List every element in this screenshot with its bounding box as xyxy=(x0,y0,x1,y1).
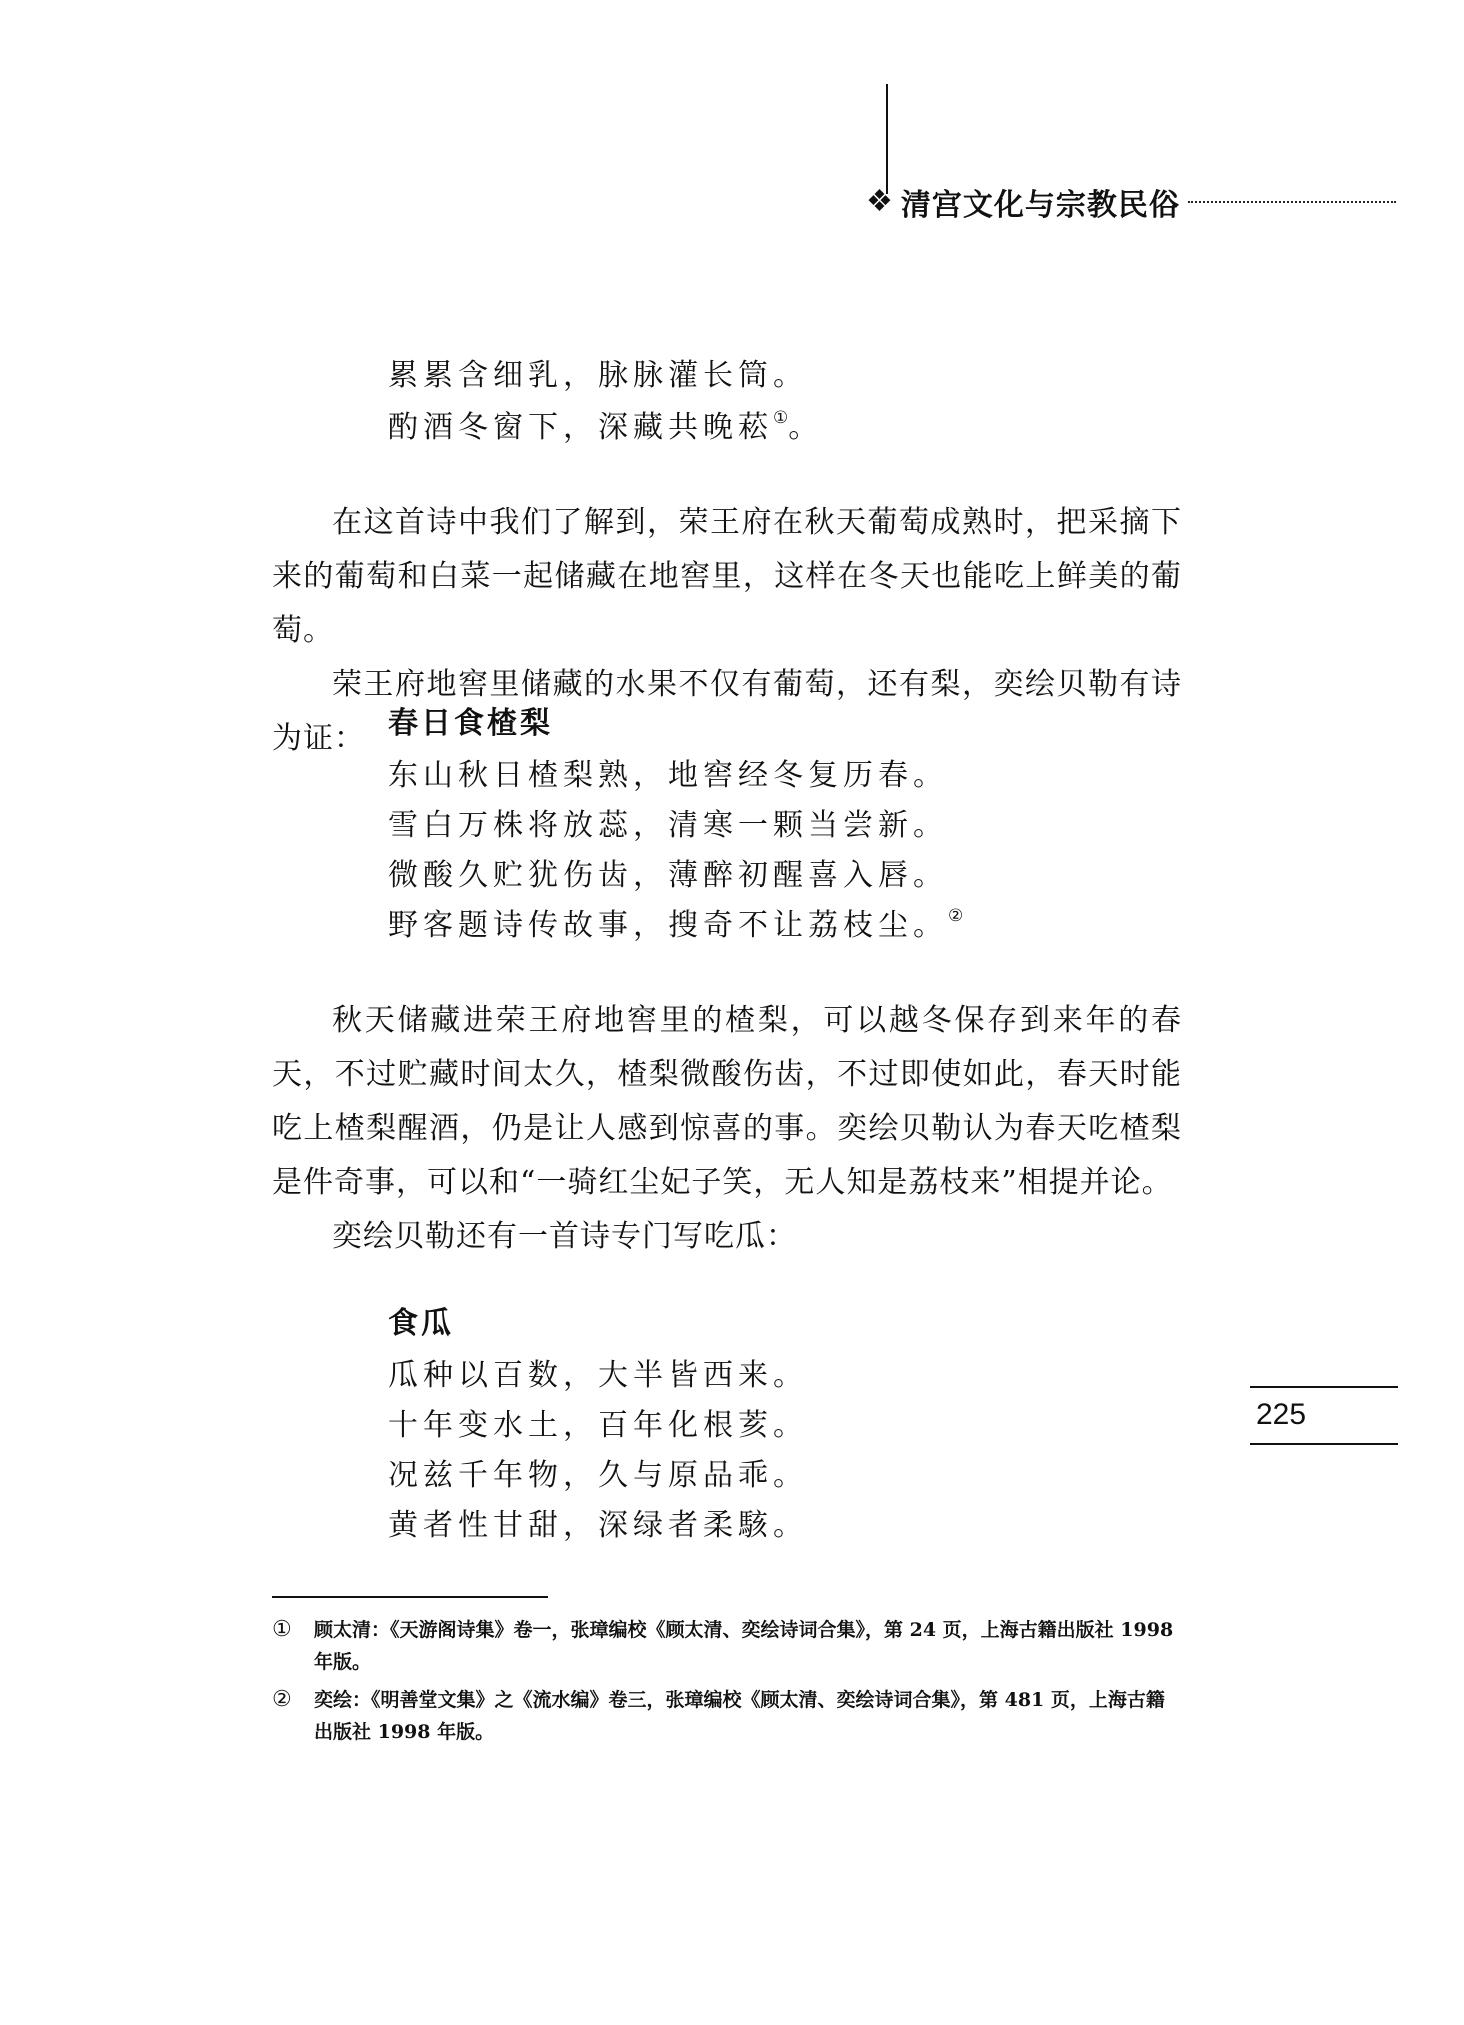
prose-block-2 xyxy=(272,994,1182,1264)
footnote-text: 奕绘：《明善堂文集》之《流水编》卷三，张璋编校《顾太清、奕绘诗词合集》，第 481 页，上海古籍出版社 1998 年版。 xyxy=(314,1689,1165,1743)
paragraph: 秋天储藏进荣王府地窖里的楂梨，可以越冬保存到来年的春天，不过贮藏时间太久，楂梨微酸伤齿，不过即使如此，春天时能吃上楂梨醒酒，仍是让人感到惊喜的事。奕绘贝勒认为春天吃楂梨是件奇事，可以和“一骑红尘妃子笑，无人知是荔枝来”相提并论。 xyxy=(272,1003,1182,1200)
poem3-line-3: 况兹千年物，久与原品乖。 xyxy=(388,1458,808,1493)
footnote-ref-1[interactable]: ① xyxy=(773,408,789,428)
page-number-rule-bottom xyxy=(1250,1443,1398,1445)
footnote-separator xyxy=(272,1596,548,1598)
footnote-ref-2[interactable]: ② xyxy=(948,906,964,926)
running-header xyxy=(866,180,1180,224)
paragraph: 在这首诗中我们了解到，荣王府在秋天葡萄成熟时，把采摘下来的葡萄和白菜一起储藏在地窖里，这样在冬天也能吃上鲜美的葡萄。 xyxy=(272,505,1182,648)
footnote-mark: ① xyxy=(272,1617,292,1642)
poem3-title: 食瓜 xyxy=(388,1306,454,1341)
poem3-line-2: 十年变水土，百年化根荄。 xyxy=(388,1408,808,1443)
poem2-line-2: 雪白万株将放蕊，清寒一颗当尝新。 xyxy=(388,808,948,843)
poem2-line-4: 野客题诗传故事，搜奇不让荔枝尘。② xyxy=(388,906,964,943)
poem1-line-2: 酌酒冬窗下，深藏共晚菘①。 xyxy=(388,408,824,445)
poem2-line-1: 东山秋日楂梨熟，地窖经冬复历春。 xyxy=(388,758,948,793)
poem2-line-3: 微酸久贮犹伤齿，薄醉初醒喜入唇。 xyxy=(388,858,948,893)
paragraph: 奕绘贝勒还有一首诗专门写吃瓜： xyxy=(332,1219,797,1254)
header-dotted-leader xyxy=(1188,201,1396,203)
poem3-line-1: 瓜种以百数，大半皆西来。 xyxy=(388,1358,808,1393)
poem2-title: 春日食楂梨 xyxy=(388,706,553,741)
poem1-line-1: 累累含细乳，脉脉灌长筒。 xyxy=(388,358,808,393)
paragraph: 荣王府地窖里储藏的水果不仅有葡萄，还有梨，奕绘贝勒有诗为证： xyxy=(272,667,1182,756)
footnote-mark: ② xyxy=(272,1687,292,1712)
footnote-1 xyxy=(272,1614,1182,1678)
page-number-rule-top xyxy=(1250,1386,1398,1388)
page-number: 225 xyxy=(1256,1398,1307,1431)
footnote-2 xyxy=(272,1684,1182,1748)
footnote-text: 顾太清：《天游阁诗集》卷一，张璋编校《顾太清、奕绘诗词合集》，第 24 页，上海古籍出版社 1998 年版。 xyxy=(314,1619,1174,1673)
running-header-title: 清宫文化与宗教民俗 xyxy=(900,188,1180,223)
poem3-line-4: 黄者性甘甜，深绿者柔駭。 xyxy=(388,1508,808,1543)
header-divider-line xyxy=(886,84,888,194)
diamond-icon: ❖ xyxy=(866,184,893,219)
